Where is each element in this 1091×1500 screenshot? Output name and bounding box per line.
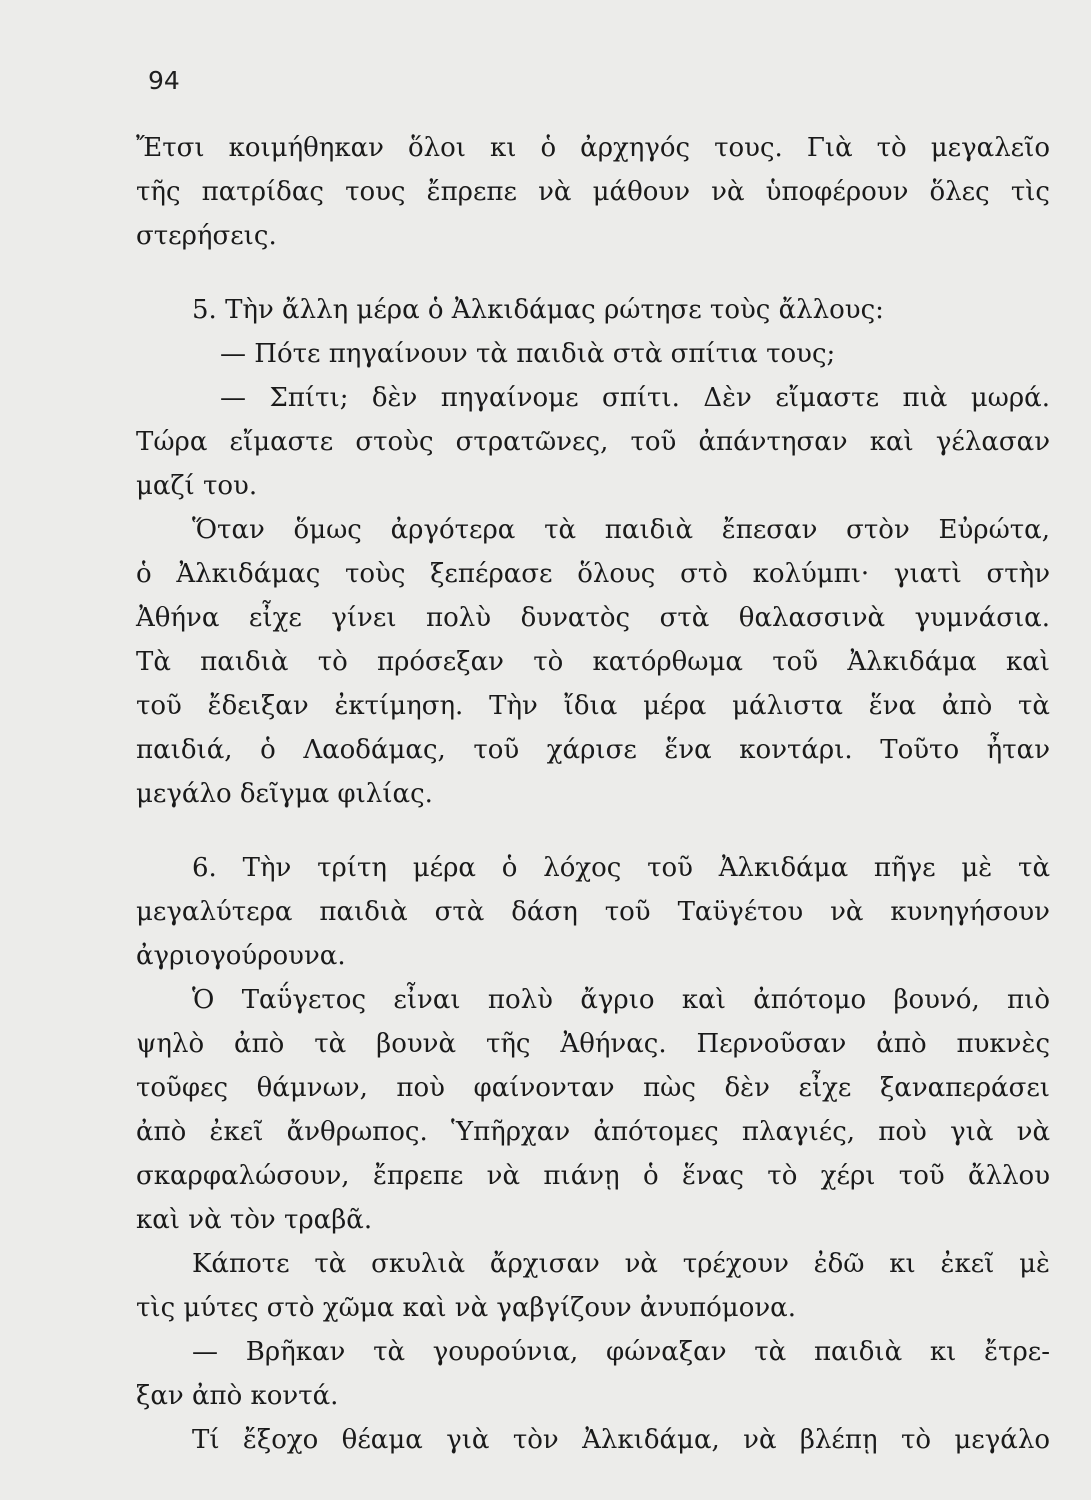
text-line: τὶς μύτες στὸ χῶμα καὶ νὰ γαβγίζουν ἀνυπόμονα. [136, 1293, 796, 1323]
text-line: Ὁ Ταΰγετος εἶναι πολὺ ἄγριο καὶ ἀπότομο βουνό, πιὸ [192, 985, 1050, 1015]
text-line: μαζί του. [136, 471, 258, 501]
text-line: ὁ Ἀλκιδάμας τοὺς ξεπέρασε ὅλους στὸ κολύμπι· γιατὶ στὴν [136, 559, 1050, 589]
text-line: Ἔτσι κοιμήθηκαν ὅλοι κι ὁ ἀρχηγός τους. Γιὰ τὸ μεγαλεῖο [136, 133, 1050, 163]
text-line: Κάποτε τὰ σκυλιὰ ἄρχισαν νὰ τρέχουν ἐδῶ κι ἐκεῖ μὲ [192, 1249, 1050, 1279]
text-line: καὶ νὰ τὸν τραβᾶ. [136, 1205, 373, 1235]
text-line: Τί ἔξοχο θέαμα γιὰ τὸν Ἀλκιδάμα, νὰ βλέπῃ τὸ μεγάλο [192, 1425, 1050, 1455]
text-line: μεγάλο δεῖγμα φιλίας. [136, 779, 433, 809]
text-line: παιδιά, ὁ Λαοδάμας, τοῦ χάρισε ἕνα κοντάρι. Τοῦτο ἦταν [136, 735, 1050, 765]
text-line: ξαν ἀπὸ κοντά. [136, 1381, 339, 1411]
page-number: 94 [148, 66, 180, 95]
text-line: τοῦφες θάμνων, ποὺ φαίνονταν πὼς δὲν εἶχε ξαναπεράσει [136, 1073, 1050, 1103]
text-line: ψηλὸ ἀπὸ τὰ βουνὰ τῆς Ἀθήνας. Περνοῦσαν ἀπὸ πυκνὲς [136, 1029, 1050, 1059]
body-text [136, 126, 1050, 1462]
text-line: μεγαλύτερα παιδιὰ στὰ δάση τοῦ Ταϋγέτου νὰ κυνηγήσουν [136, 897, 1050, 927]
dialogue-line: — Σπίτι; δὲν πηγαίνομε σπίτι. Δὲν εἴμαστε πιὰ μωρά. [220, 383, 1050, 413]
text-line: Ὅταν ὅμως ἀργότερα τὰ παιδιὰ ἔπεσαν στὸν Εὐρώτα, [192, 515, 1050, 545]
text-line: τοῦ ἔδειξαν ἐκτίμηση. Τὴν ἴδια μέρα μάλιστα ἕνα ἀπὸ τὰ [136, 691, 1050, 721]
section-heading-line: 5. Τὴν ἄλλη μέρα ὁ Ἀλκιδάμας ρώτησε τοὺς ἄλλους: [192, 295, 884, 325]
text-line: Τώρα εἴμαστε στοὺς στρατῶνες, τοῦ ἀπάντησαν καὶ γέλασαν [136, 427, 1050, 457]
text-line: ἀπὸ ἐκεῖ ἄνθρωπος. Ὑπῆρχαν ἀπότομες πλαγιές, ποὺ γιὰ νὰ [136, 1117, 1050, 1147]
dialogue-line: — Βρῆκαν τὰ γουρούνια, φώναξαν τὰ παιδιὰ κι ἔτρε- [192, 1337, 1050, 1367]
text-line: Ἀθήνα εἶχε γίνει πολὺ δυνατὸς στὰ θαλασσινὰ γυμνάσια. [136, 603, 1050, 633]
text-line: Τὰ παιδιὰ τὸ πρόσεξαν τὸ κατόρθωμα τοῦ Ἀλκιδάμα καὶ [136, 647, 1050, 677]
text-line: τῆς πατρίδας τους ἔπρεπε νὰ μάθουν νὰ ὑποφέρουν ὅλες τὶς [136, 177, 1050, 207]
section-heading-line: 6. Τὴν τρίτη μέρα ὁ λόχος τοῦ Ἀλκιδάμα πῆγε μὲ τὰ [192, 853, 1050, 883]
dialogue-line: — Πότε πηγαίνουν τὰ παιδιὰ στὰ σπίτια τους; [220, 339, 836, 369]
text-line: στερήσεις. [136, 221, 277, 251]
text-line: σκαρφαλώσουν, ἔπρεπε νὰ πιάνῃ ὁ ἕνας τὸ χέρι τοῦ ἄλλου [136, 1161, 1050, 1191]
text-line: ἀγριογούρουνα. [136, 941, 346, 971]
